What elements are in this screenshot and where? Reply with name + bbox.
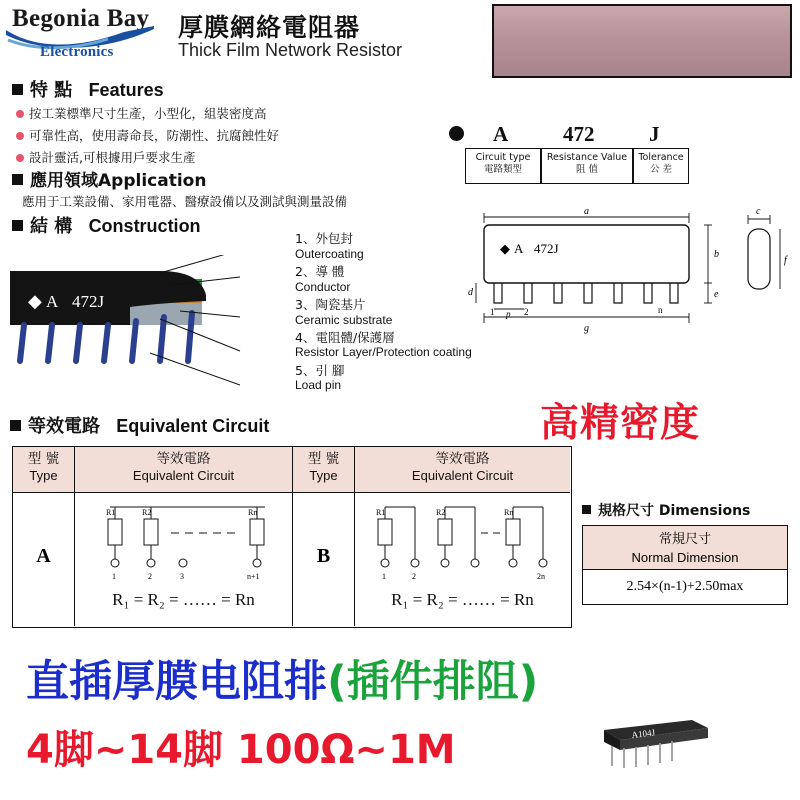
highlight-precision-text: 高精密度 <box>540 401 701 446</box>
brand-subtitle: Electronics <box>40 44 114 60</box>
document-title-en: Thick Film Network Resistor <box>178 40 403 60</box>
svg-text:R1: R1 <box>376 508 386 517</box>
eq-type-a: A <box>13 493 75 626</box>
svg-text:R2: R2 <box>142 508 152 517</box>
dimension-drawing <box>462 205 792 345</box>
callout-1: 1、外包封 Outercoating <box>295 231 364 261</box>
application-heading: 應用領域Application <box>12 166 206 191</box>
chip-illustration <box>596 716 714 768</box>
banner-line1-green: (插件排阻) <box>327 657 539 707</box>
eq-col-circuit-1: 等效電路 Equivalent Circuit <box>75 447 293 493</box>
svg-text:Rn: Rn <box>248 508 258 517</box>
eq-circuit-b-svg <box>355 493 570 585</box>
callout-3: 3、陶瓷基片 Ceramic substrate <box>295 296 393 327</box>
eq-col-circuit-2: 等效電路 Equivalent Circuit <box>355 447 570 493</box>
legend-code-a: A <box>493 122 509 146</box>
eq-type-b: B <box>293 493 355 626</box>
equivalent-circuit-heading: 等效電路 Equivalent Circuit <box>10 412 269 438</box>
svg-text:1: 1 <box>490 307 495 317</box>
svg-text:R2: R2 <box>436 508 446 517</box>
svg-text:1: 1 <box>382 572 386 581</box>
eq-equation-b: R₁ = R₂ = …… = Rn <box>391 590 534 609</box>
svg-text:◆: ◆ <box>500 241 510 256</box>
callout-5: 5、引 腳 Load pin <box>295 362 345 393</box>
part-number-legend <box>445 118 690 186</box>
dot-bullet-icon <box>16 132 24 140</box>
svg-text:3: 3 <box>180 572 184 581</box>
svg-text:p: p <box>506 309 511 319</box>
svg-text:f: f <box>784 255 787 266</box>
dimensions-heading: 規格尺寸 Dimensions <box>582 500 750 520</box>
callout-4: 4、電阻體/保護層 Resistor Layer/Protection coating <box>295 329 472 360</box>
document-title-cn: 厚膜網絡電阻器 <box>178 13 361 42</box>
svg-text:n: n <box>658 305 663 315</box>
svg-text:R1: R1 <box>106 508 116 517</box>
svg-text:◆: ◆ <box>28 291 42 311</box>
feature-item-3: 設計靈活,可根據用戶要求生產 <box>16 148 195 166</box>
equivalent-circuit-table <box>12 446 572 628</box>
eq-col-type-1: 型 號 Type <box>13 447 75 493</box>
feature-item-1: 按工業標準尺寸生產，小型化，組裝密度高 <box>16 104 267 122</box>
dot-bullet-icon <box>16 110 24 118</box>
legend-code-tolerance: J <box>649 122 660 146</box>
eq-col-type-2: 型 號 Type <box>293 447 355 493</box>
svg-text:Rn: Rn <box>504 508 514 517</box>
square-bullet-icon <box>582 505 591 514</box>
svg-text:A: A <box>46 292 59 311</box>
legend-code-value: 472 <box>563 122 595 146</box>
legend-cell-circuit-type: Circuit type 電路類型 <box>465 148 541 184</box>
svg-text:e: e <box>714 289 719 300</box>
legend-dot-icon <box>449 126 464 141</box>
svg-text:d: d <box>468 287 473 298</box>
square-bullet-icon <box>12 84 23 95</box>
dimensions-table <box>582 525 788 605</box>
svg-text:a: a <box>584 206 589 217</box>
eq-circuit-a <box>75 493 293 626</box>
construction-callouts <box>295 232 472 397</box>
square-bullet-icon <box>10 420 21 431</box>
product-photo <box>492 4 792 78</box>
eq-equation-a: R₁ = R₂ = …… = Rn <box>112 590 255 609</box>
svg-text:472J: 472J <box>534 241 559 256</box>
svg-text:2: 2 <box>412 572 416 581</box>
svg-text:472J: 472J <box>72 292 105 311</box>
application-text: 應用于工業設備、家用電器、醫療設備以及測試與測量設備 <box>22 194 348 209</box>
svg-text:1: 1 <box>112 572 116 581</box>
square-bullet-icon <box>12 220 23 231</box>
dimensions-table-value: 2.54×(n-1)+2.50max <box>626 579 744 594</box>
svg-text:b: b <box>714 249 719 260</box>
legend-cell-tolerance: Tolerance 公 差 <box>633 148 689 184</box>
banner-line1-blue: 直插厚膜电阻排 <box>26 657 327 707</box>
legend-cell-resistance: Resistance Value 阻 值 <box>541 148 633 184</box>
banner-line-1 <box>26 648 538 709</box>
svg-text:A: A <box>514 241 524 256</box>
construction-figure <box>10 255 310 395</box>
eq-circuit-a-svg <box>75 493 293 585</box>
svg-text:2n: 2n <box>537 572 545 581</box>
svg-text:2: 2 <box>148 572 152 581</box>
banner-line-2: 4脚~14脚 100Ω~1M <box>26 727 456 773</box>
dot-bullet-icon <box>16 154 24 162</box>
svg-text:c: c <box>756 206 761 217</box>
brand-name: Begonia Bay <box>12 5 150 32</box>
chip-label: A104J <box>631 727 656 740</box>
svg-text:2: 2 <box>524 307 529 317</box>
dimensions-table-header: 常規尺寸 Normal Dimension <box>583 526 787 570</box>
eq-circuit-b <box>355 493 570 626</box>
features-heading: 特 點 Features <box>12 76 164 102</box>
svg-text:g: g <box>584 323 589 334</box>
callout-2: 2、導 體 Conductor <box>295 263 351 294</box>
feature-item-2: 可靠性高，使用壽命長，防潮性、抗腐蝕性好 <box>16 126 279 144</box>
svg-text:n+1: n+1 <box>247 572 260 581</box>
construction-heading: 結 構 Construction <box>12 212 201 238</box>
square-bullet-icon <box>12 174 23 185</box>
